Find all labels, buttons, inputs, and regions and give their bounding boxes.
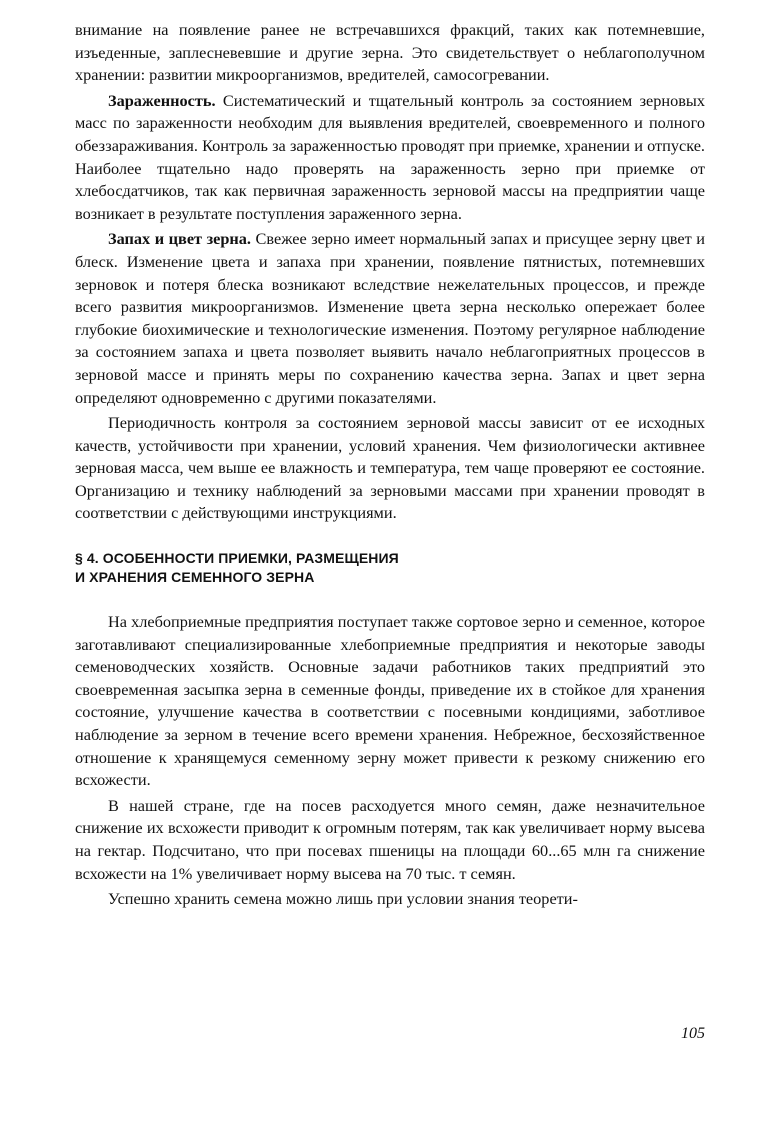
section-heading [75, 549, 705, 587]
paragraph-infestation [75, 90, 705, 226]
paragraph-text: В нашей стране, где на посев расходуется много семян, даже незначительное снижение их всхожести приводит к огромным потерям, так как увеличивает норму высева на гектар. Подсчитано, что при посевах пшеницы на площади 60...65 млн га снижение всхожести на 1% увеличивает норму высева на 70 тыс. т семян. [75, 795, 705, 883]
paragraph-continued [75, 19, 705, 87]
paragraph-germination [75, 795, 705, 885]
section-heading-line: И ХРАНЕНИЯ СЕМЕННОГО ЗЕРНА [75, 569, 315, 586]
section-heading-line: § 4. ОСОБЕННОСТИ ПРИЕМКИ, РАЗМЕЩЕНИЯ [75, 550, 399, 567]
paragraph-seed-grain [75, 611, 705, 792]
paragraph-text: Свежее зерно имеет нормальный запах и присущее зерну цвет и блеск. Изменение цвета и запаха при хранении, появление пятнистых, потемневших зерновок и потеря блеска возникают вследствие нежелательных процессов, и прежде всего развития микроорганизмов. Изменение цвета зерна несколько опережает более глубокие биохимические и технологические изменения. Поэтому регулярное наблюдение за состоянием запаха и цвета позволяет выявить начало неблагоприятных процессов в зерновой массе и принять меры по сохранению качества зерна. Запах и цвет зерна определяют одновременно с другими показателями. [75, 229, 705, 407]
page-body [75, 19, 705, 911]
paragraph-periodicity [75, 412, 705, 525]
paragraph-smell-color [75, 228, 705, 409]
paragraph-text: внимание на появление ранее не встречавшихся фракций, таких как потемневшие, изъеденные, заплесневевшие и другие зерна. Это свидетельствует о неблагополучном хранении: развитии микроорганизмов, вредителей, самосогревании. [75, 20, 705, 85]
paragraph-text: На хлебоприемные предприятия поступает также сортовое зерно и семенное, которое заготавливают специализированные хлебоприемные предприятия и некоторые заводы семеноводческих хозяйств. Основные задачи работников таких предприятий это своевременная засыпка зерна в семенные фонды, приведение их в стойкое для хранения состояние, улучшение качества в соответствии с посевными кондициями, заботливое наблюдение за зерном в течение всего времени хранения. Небрежное, бесхозяйственное отношение к хранящемуся семенному зерну может привести к резкому снижению его всхожести. [75, 612, 705, 790]
paragraph-lead: Зараженность. [108, 90, 216, 110]
paragraph-storage [75, 888, 705, 911]
paragraph-text: Периодичность контроля за состоянием зерновой массы зависит от ее исходных качеств, устойчивости при хранении, условий хранения. Чем физиологически активнее зерновая масса, чем выше ее влажность и температура, тем чаще проверяют ее состояние. Организацию и технику наблюдений за зерновыми массами при хранении проводят в соответствии с действующими инструкциями. [75, 413, 705, 523]
paragraph-lead: Запах и цвет зерна. [108, 229, 251, 249]
paragraph-text: Успешно хранить семена можно лишь при условии знания теорети- [108, 889, 578, 909]
paragraph-text: Систематический и тщательный контроль за состоянием зерновых масс по зараженности необходим для выявления вредителей, своевременного и полного обеззараживания. Контроль за зараженностью проводят при приемке, хранении и отпуске. Наиболее тщательно надо проверять на зараженность зерно при приемке от хлебосдатчиков, так как первичная зараженность зерновой массы на предприятии чаще возникает в результате поступления зараженного зерна. [75, 90, 705, 223]
page-number: 105 [681, 1025, 705, 1042]
